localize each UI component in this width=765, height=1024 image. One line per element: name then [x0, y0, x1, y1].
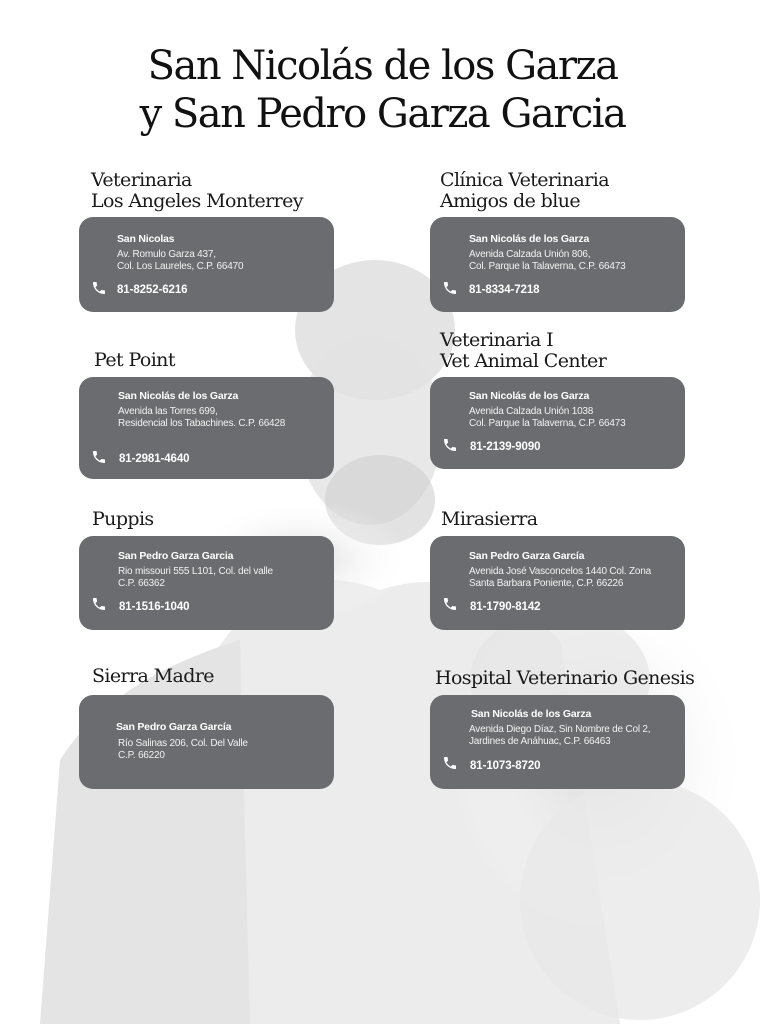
- title-line-1: San Nicolás de los Garza: [147, 43, 618, 89]
- clinic-address: [118, 406, 285, 430]
- clinic-card: [79, 695, 334, 789]
- address-line-2: Residencial los Tabachines. C.P. 66428: [118, 418, 286, 429]
- clinic-name-line-1: Sierra Madre: [92, 665, 214, 687]
- address-line-1: Avenida Diego Díaz, Sin Nombre de Col 2,: [469, 724, 651, 735]
- clinic-phone[interactable]: 81-1073-8720: [470, 760, 541, 772]
- phone-icon: [442, 596, 458, 612]
- clinic-name-line-1: Pet Point: [94, 349, 175, 371]
- address-line-1: Av. Romulo Garza 437,: [117, 249, 216, 260]
- clinic-area: San Nicolás de los Garza: [118, 390, 239, 402]
- phone-icon: [91, 449, 107, 465]
- clinic-area: San Nicolás de los Garza: [471, 708, 592, 720]
- clinic-name: [441, 509, 538, 530]
- clinic-area: San Nicolás de los Garza: [469, 390, 590, 402]
- clinic-name: [92, 509, 154, 530]
- clinic-name-line-1: Hospital Veterinario Genesis: [435, 667, 695, 689]
- clinic-card: [430, 695, 685, 789]
- clinic-card: [79, 217, 334, 312]
- clinic-address: [118, 738, 248, 762]
- address-line-2: Col. Parque la Talaverna, C.P. 66473: [469, 418, 626, 429]
- clinic-phone[interactable]: 81-2139-9090: [470, 441, 541, 453]
- clinic-card: [79, 536, 334, 630]
- phone-icon: [442, 280, 458, 296]
- address-line-1: Avenida Calzada Unión 806,: [469, 249, 591, 260]
- phone-icon: [442, 437, 458, 453]
- address-line-2: Col. Los Laureles, C.P. 66470: [117, 261, 244, 272]
- clinic-address: [117, 249, 243, 273]
- title-line-2: y San Pedro Garza Garcia: [139, 91, 626, 137]
- clinic-card: [430, 377, 685, 469]
- address-line-1: Avenida las Torres 699,: [118, 406, 218, 417]
- clinic-area: San Nicolás de los Garza: [469, 233, 590, 245]
- clinic-phone[interactable]: 81-1790-8142: [470, 601, 541, 613]
- address-line-2: Jardines de Anáhuac, C.P. 66463: [469, 736, 611, 747]
- clinic-phone[interactable]: 81-8252-6216: [117, 284, 188, 296]
- clinic-area: San Pedro Garza García: [116, 721, 232, 733]
- clinic-name-line-1: Clínica Veterinaria: [440, 169, 609, 191]
- clinic-phone[interactable]: 81-2981-4640: [119, 453, 190, 465]
- clinic-name-line-2: Vet Animal Center: [440, 350, 607, 372]
- clinic-name: [435, 668, 694, 689]
- address-line-2: Santa Barbara Poniente, C.P. 66226: [469, 578, 624, 589]
- clinic-area: San Nicolas: [117, 233, 175, 245]
- clinic-name-line-1: Veterinaria: [91, 169, 192, 191]
- clinic-area: San Pedro Garza Garcia: [118, 550, 234, 562]
- clinic-address: [469, 249, 625, 273]
- clinic-card: [79, 377, 334, 479]
- clinic-name-line-2: Los Angeles Monterrey: [91, 190, 303, 212]
- clinic-phone[interactable]: 81-1516-1040: [119, 601, 190, 613]
- clinic-area: San Pedro Garza García: [469, 550, 585, 562]
- address-line-1: Avenida Calzada Unión 1038: [469, 406, 594, 417]
- address-line-1: Avenida José Vasconcelos 1440 Col. Zona: [469, 566, 651, 577]
- clinic-address: [469, 724, 650, 748]
- clinic-name-line-1: Puppis: [92, 508, 154, 530]
- clinic-name: [91, 170, 303, 212]
- clinic-phone[interactable]: 81-8334-7218: [469, 284, 540, 296]
- clinic-name: [440, 330, 606, 372]
- clinic-address: [469, 406, 625, 430]
- phone-icon: [91, 596, 107, 612]
- clinic-name-line-1: Veterinaria I: [440, 329, 554, 351]
- clinic-name: [92, 666, 214, 687]
- clinic-card: [430, 217, 685, 312]
- address-line-1: Rio missouri 555 L101, Col. del valle: [118, 566, 273, 577]
- clinic-name-line-1: Mirasierra: [441, 508, 538, 530]
- address-line-1: Río Salinas 206, Col. Del Valle: [118, 738, 248, 749]
- phone-icon: [442, 755, 458, 771]
- address-line-2: C.P. 66220: [118, 750, 165, 761]
- phone-icon: [91, 280, 107, 296]
- clinic-address: [469, 566, 651, 590]
- clinic-card: [430, 536, 685, 630]
- clinic-name: [440, 170, 609, 212]
- clinic-name-line-2: Amigos de blue: [440, 190, 580, 212]
- clinic-name: [94, 350, 175, 371]
- page-title: [0, 42, 765, 138]
- address-line-2: C.P. 66362: [118, 578, 165, 589]
- clinic-address: [118, 566, 273, 590]
- address-line-2: Col. Parque la Talaverna, C.P. 66473: [469, 261, 626, 272]
